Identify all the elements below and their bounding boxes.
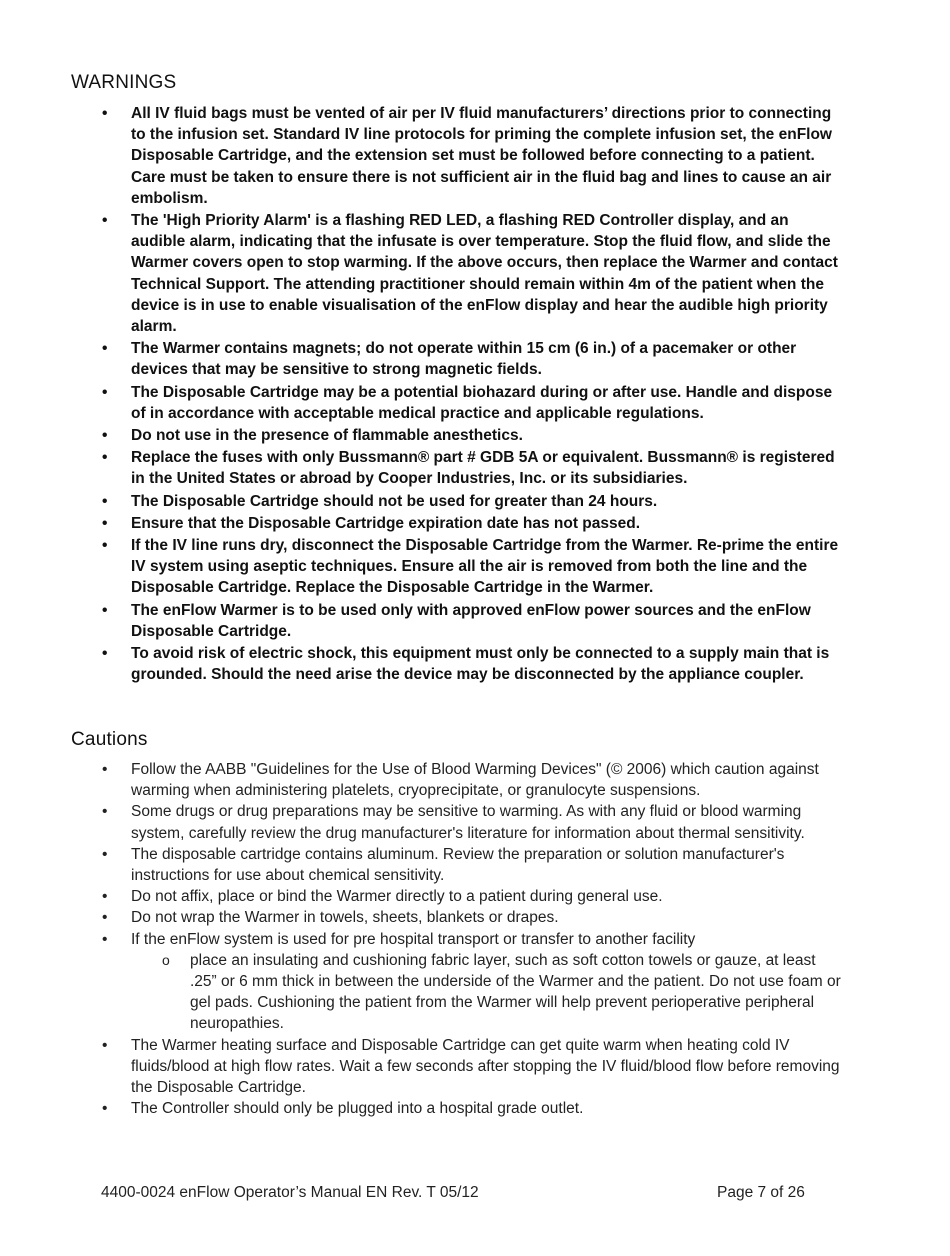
list-item (0, 425, 845, 446)
warning-text: All IV fluid bags must be vented of air per IV fluid manufacturers’ directions prior to connecting to the infusion set. Standard IV line protocols for priming the complete infusion set, the enFlow Disposable Cartridge, and the extension set must be followed before connecting to a patient. Care must be taken to ensure there is not sufficient air in the fluid bag and lines to cause an air embolism. (131, 105, 832, 207)
bullet-icon: • (102, 645, 108, 663)
list-item (0, 801, 845, 843)
bullet-icon: • (102, 449, 108, 467)
warnings-heading: WARNINGS (71, 72, 177, 93)
warning-text: Ensure that the Disposable Cartridge expiration date has not passed. (131, 514, 641, 532)
bullet-icon: • (102, 845, 108, 863)
warning-text: Do not use in the presence of flammable anesthetics. (131, 427, 523, 445)
bullet-icon: • (102, 383, 108, 401)
list-item (0, 844, 845, 886)
page-number: Page 7 of 26 (717, 1184, 805, 1201)
bullet-icon: • (102, 105, 108, 122)
bullet-icon: • (102, 514, 108, 532)
list-item (0, 210, 845, 337)
bullet-icon: • (102, 340, 108, 358)
list-item (0, 535, 845, 599)
bullet-icon: • (102, 909, 108, 927)
document-id: 4400-0024 enFlow Operator’s Manual EN Rev. T 05/12 (101, 1184, 479, 1201)
warning-text: The Disposable Cartridge should not be used for greater than 24 hours. (131, 492, 658, 510)
cautions-heading: Cautions (71, 729, 148, 750)
warning-text: The 'High Priority Alarm' is a flashing RED LED, a flashing RED Controller display, and an audible alarm, indicating that the infusate is over temperature. Stop the fluid flow, and slide the Warmer covers open to stop warming. If the above occurs, then replace the Warmer and contact Technical Support. The attending practitioner should remain within 4m of the patient when the device is in use to enable visualisation of the enFlow display and hear the audible high priority alarm. (131, 212, 838, 336)
bullet-icon: • (102, 803, 108, 821)
list-item (0, 907, 845, 928)
list-item (0, 759, 845, 801)
bullet-icon: • (102, 761, 108, 778)
warnings-list (0, 103, 845, 686)
bullet-icon: • (102, 427, 108, 445)
list-item (0, 513, 845, 534)
caution-sub-text: place an insulating and cushioning fabric layer, such as soft cotton towels or gauze, at least .25” or 6 mm thick in between the underside of the Warmer and the patient. Do not use foam or gel pads. Cushioning the patient from the Warmer will help prevent perioperative peripheral neuropathies. (190, 951, 841, 1033)
warning-text: To avoid risk of electric shock, this equipment must only be connected to a supply main that is grounded. Should the need arise the device may be disconnected by the appliance coupler. (131, 645, 830, 684)
list-item (0, 886, 845, 907)
caution-text: Some drugs or drug preparations may be sensitive to warming. As with any fluid or blood warming system, carefully review the drug manufacturer's literature for information about thermal sensitivity. (131, 803, 805, 842)
list-item (0, 382, 845, 424)
warning-text: Replace the fuses with only Bussmann® part # GDB 5A or equivalent. Bussmann® is registered in the United States or abroad by Cooper Industries, Inc. or its subsidiaries. (131, 449, 835, 488)
list-item (0, 447, 845, 489)
bullet-icon: • (102, 1036, 108, 1054)
caution-text: If the enFlow system is used for pre hospital transport or transfer to another facility (131, 930, 696, 948)
list-item (0, 338, 845, 380)
warning-text: The enFlow Warmer is to be used only with approved enFlow power sources and the enFlow Disposable Cartridge. (131, 601, 811, 640)
list-item (0, 929, 845, 1035)
list-item (0, 103, 845, 209)
list-item (0, 1035, 845, 1099)
caution-text: Do not affix, place or bind the Warmer directly to a patient during general use. (131, 888, 663, 906)
bullet-icon: • (102, 888, 108, 906)
bullet-icon: • (102, 492, 108, 510)
warning-text: The Warmer contains magnets; do not operate within 15 cm (6 in.) of a pacemaker or other devices that may be sensitive to strong magnetic fields. (131, 340, 797, 379)
caution-text: Follow the AABB "Guidelines for the Use of Blood Warming Devices" (© 2006) which caution against warming when administering platelets, cryoprecipitate, or granulocyte suspensions. (131, 761, 819, 800)
bullet-icon: • (102, 930, 108, 948)
warning-text: The Disposable Cartridge may be a potential biohazard during or after use. Handle and dispose of in accordance with acceptable medical practice and applicable regulations. (131, 383, 833, 422)
sub-list (131, 950, 845, 1035)
caution-text: The disposable cartridge contains aluminum. Review the preparation or solution manufacturer's instructions for use about chemical sensitivity. (131, 845, 785, 885)
bullet-icon: • (102, 537, 108, 555)
cautions-list (0, 759, 845, 1119)
list-item (0, 491, 845, 512)
warning-text: If the IV line runs dry, disconnect the Disposable Cartridge from the Warmer. Re-prime the entire IV system using aseptic techniques. Ensure all the air is removed from both the line and the Disposable Cartridge. Replace the Disposable Cartridge in the Warmer. (131, 537, 839, 597)
caution-text: The Controller should only be plugged into a hospital grade outlet. (131, 1100, 584, 1118)
caution-text: The Warmer heating surface and Disposable Cartridge can get quite warm when heating cold IV fluids/blood at high flow rates. Wait a few seconds after stopping the IV fluid/blood flow before removing the Disposable Cartridge. (131, 1036, 840, 1097)
bullet-icon: • (102, 1100, 108, 1118)
list-item (0, 643, 845, 685)
list-item (0, 600, 845, 642)
bullet-icon: • (102, 601, 108, 619)
caution-text: Do not wrap the Warmer in towels, sheets, blankets or drapes. (131, 909, 559, 927)
circle-bullet-icon: o (162, 951, 170, 968)
list-item (0, 1098, 845, 1119)
bullet-icon: • (102, 212, 108, 230)
sub-list-item (131, 950, 845, 1035)
